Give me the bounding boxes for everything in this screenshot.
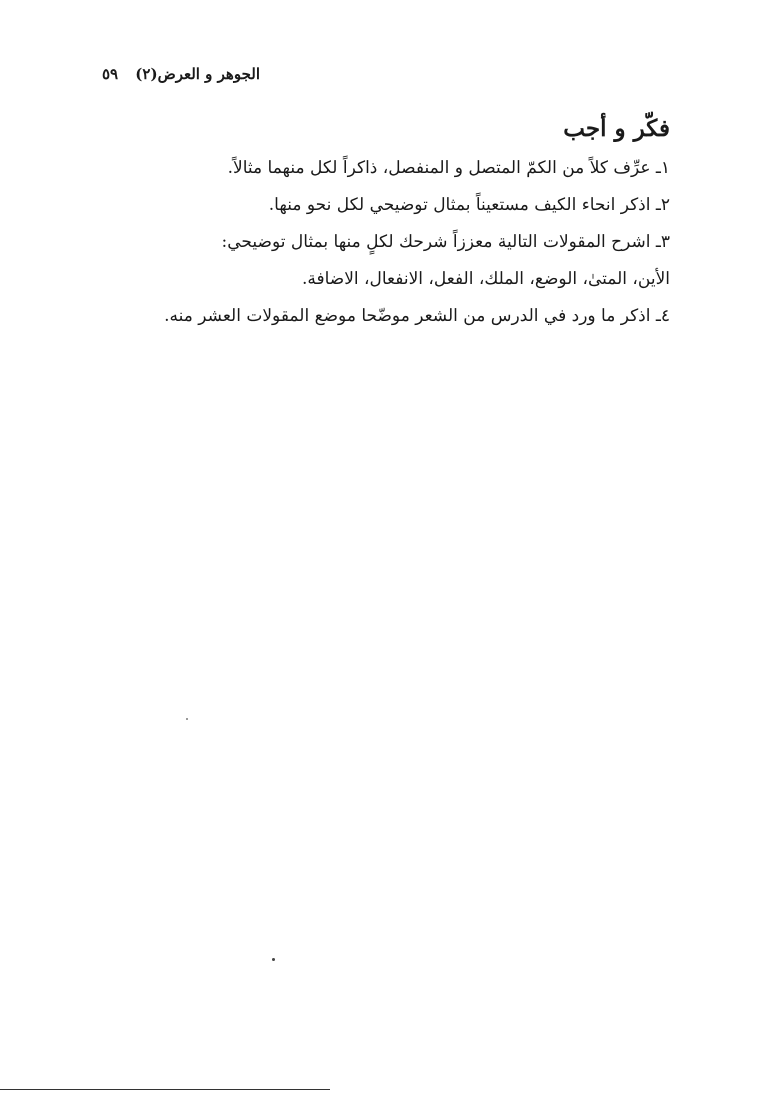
page-number: ٥٩ [101,65,119,83]
question-line-3: ٣ـ اشرح المقولات التالية معززاً شرحك لكلٍ منها بمثال توضيحي: [221,232,670,252]
question-list [90,150,670,335]
bottom-rule [0,1089,330,1090]
scan-speck [186,718,188,720]
question-line-3-continuation: الأين، المتىٰ، الوضع، الملك، الفعل، الانفعال، الاضافة. [301,269,670,289]
question-line-2: ٢ـ اذكر انحاء الكيف مستعيناً بمثال توضيحي لكل نحو منها. [268,195,670,215]
section-heading: فكّر و أجب [563,115,670,142]
running-header [100,64,260,84]
question-line-4: ٤ـ اذكر ما ورد في الدرس من الشعر موضّحا موضع المقولات العشر منه. [164,306,670,326]
exercise-section [90,112,670,335]
running-header-title: الجوهر و العرض(٢) [135,65,260,83]
question-line-1: ١ـ عرِّف كلاً من الكمّ المتصل و المنفصل، ذاكراً لكل منهما مثالاً. [227,158,670,178]
scan-speck [272,958,275,961]
